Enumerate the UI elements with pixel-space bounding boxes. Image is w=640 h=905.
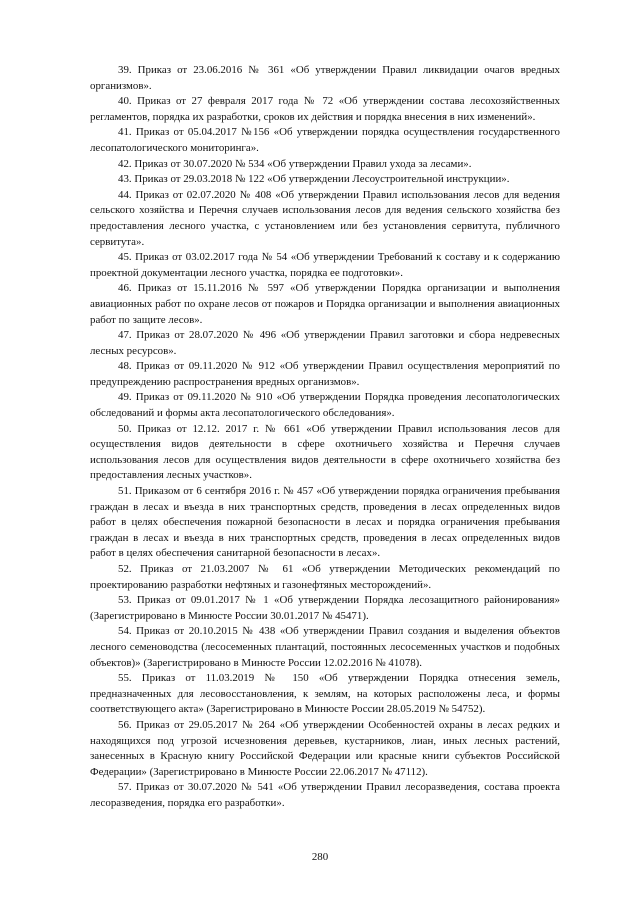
list-item: 44. Приказ от 02.07.2020 № 408 «Об утверждении Правил использования лесов для ведения сельского хозяйства и Перечня случаев использования лесов для ведения сельского хозяйства без предоставления лесного участка, с установлением или без установления сервитута, публичного сервитута». xyxy=(90,188,560,248)
list-item: 41. Приказ от 05.04.2017 №156 «Об утверждении порядка осуществления государственного лесопатологического мониторинга». xyxy=(90,126,560,154)
list-item: 46. Приказ от 15.11.2016 № 597 «Об утверждении Порядка организации и выполнения авиационных работ по охране лесов от пожаров и Порядка организации и выполнения авиационных работ по защите лесов». xyxy=(90,282,560,326)
list-item: 55. Приказ от 11.03.2019 № 150 «Об утверждении Порядка отнесения земель, предназначенных для лесовосстановления, к землям, на которых расположены леса, и формы соответствующего акта» (Зарегистрировано в Минюсте России 28.05.2019 № 54752). xyxy=(90,672,560,716)
list-item: 43. Приказ от 29.03.2018 № 122 «Об утверждении Лесоустроительной инструкции». xyxy=(118,173,510,186)
list-item: 42. Приказ от 30.07.2020 № 534 «Об утверждении Правил ухода за лесами». xyxy=(118,157,472,170)
list-item: 40. Приказ от 27 февраля 2017 года № 72 «Об утверждении состава лесохозяйственных регламентов, порядка их разработки, сроков их действия и порядка внесения в них изменений». xyxy=(90,95,560,123)
list-item: 47. Приказ от 28.07.2020 № 496 «Об утверждении Правил заготовки и сбора недревесных лесных ресурсов». xyxy=(90,329,560,357)
document-body xyxy=(90,63,560,812)
list-item: 52. Приказ от 21.03.2007 № 61 «Об утверждении Методических рекомендаций по проектированию разработки нефтяных и газонефтяных месторождений». xyxy=(90,563,560,591)
list-item: 51. Приказом от 6 сентября 2016 г. № 457 «Об утверждении порядка ограничения пребывания граждан в лесах и въезда в них транспортных средств, проведения в лесах определенных видов работ в целях обеспечения пожарной безопасности в лесах и порядка ограничения пребывания граждан в лесах и въезда в них транспортных средств, проведения в лесах определенных видов работ в целях обеспечения санитарной безопасности в лесах». xyxy=(90,485,560,560)
list-item: 57. Приказ от 30.07.2020 № 541 «Об утверждении Правил лесоразведения, состава проекта лесоразведения, порядка его разработки». xyxy=(90,781,560,809)
list-item: 50. Приказ от 12.12. 2017 г. № 661 «Об утверждении Правил использования лесов для осуществления видов деятельности в сфере охотничьего хозяйства и Перечня случаев использования лесов для осуществления видов деятельности в сфере охотничьего хозяйства без предоставления лесных участков». xyxy=(90,422,560,482)
list-item: 48. Приказ от 09.11.2020 № 912 «Об утверждении Правил осуществления мероприятий по предупреждению распространения вредных организмов». xyxy=(90,360,560,388)
list-item: 56. Приказ от 29.05.2017 № 264 «Об утверждении Особенностей охраны в лесах редких и находящихся под угрозой исчезновения деревьев, кустарников, лиан, иных лесных растений, занесенных в Красную книгу Российской Федерации или красные книги субъектов Российской Федерации» (Зарегистрировано в Минюсте России 22.06.2017 № 47112). xyxy=(90,718,560,778)
list-item: 45. Приказ от 03.02.2017 года № 54 «Об утверждении Требований к составу и к содержанию проектной документации лесного участка, порядка ее подготовки». xyxy=(90,251,560,279)
list-item: 53. Приказ от 09.01.2017 № 1 «Об утверждении Порядка лесозащитного районирования» (Зарегистрировано в Минюсте России 30.01.2017 № 45471). xyxy=(90,594,560,622)
list-item: 54. Приказ от 20.10.2015 № 438 «Об утверждении Правил создания и выделения объектов лесного семеноводства (лесосеменных плантаций, постоянных лесосеменных участков и подобных объектов)» (Зарегистрировано в Минюсте России 12.02.2016 № 41078). xyxy=(90,625,560,669)
list-item: 49. Приказ от 09.11.2020 № 910 «Об утверждении Порядка проведения лесопатологических обследований и формы акта лесопатологического обследования». xyxy=(90,391,560,420)
list-item: 39. Приказ от 23.06.2016 № 361 «Об утверждении Правил ликвидации очагов вредных организмов». xyxy=(90,64,560,92)
page-number: 280 xyxy=(311,851,329,863)
